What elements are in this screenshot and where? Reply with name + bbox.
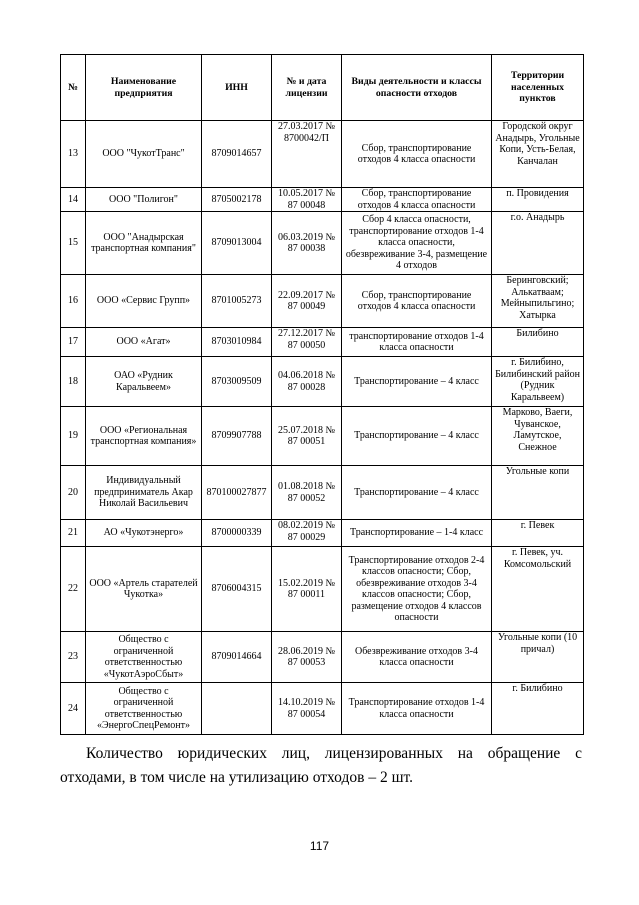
row-name: ООО «Артель старателей Чукотка» <box>86 547 202 632</box>
row-license: 06.03.2019 № 87 00038 <box>272 212 342 275</box>
row-inn: 8706004315 <box>202 547 272 632</box>
row-license: 08.02.2019 № 87 00029 <box>272 520 342 547</box>
row-license: 27.12.2017 № 87 00050 <box>272 328 342 357</box>
row-territory: г. Певек, уч. Комсомольский <box>492 547 584 632</box>
row-inn: 8709014664 <box>202 632 272 683</box>
row-num: 15 <box>61 212 86 275</box>
row-activity: Транспортирование – 4 класс <box>342 407 492 466</box>
row-num: 13 <box>61 121 86 188</box>
table-row <box>61 357 584 407</box>
row-territory: п. Провидения <box>492 188 584 212</box>
row-territory: Угольные копи (10 причал) <box>492 632 584 683</box>
row-license: 28.06.2019 № 87 00053 <box>272 632 342 683</box>
row-num: 19 <box>61 407 86 466</box>
row-num: 17 <box>61 328 86 357</box>
row-activity: Обезвреживание отходов 3-4 класса опасности <box>342 632 492 683</box>
table-row <box>61 683 584 735</box>
row-inn: 8701005273 <box>202 275 272 328</box>
row-license: 10.05.2017 № 87 00048 <box>272 188 342 212</box>
row-num: 18 <box>61 357 86 407</box>
body-paragraph-line2: отходами, в том числе на утилизацию отходов – 2 шт. <box>60 769 413 786</box>
row-name: Общество с ограниченной ответственностью «ЧукотАэроСбыт» <box>86 632 202 683</box>
row-inn: 8700000339 <box>202 520 272 547</box>
row-activity: Сбор, транспортирование отходов 4 класса опасности <box>342 188 492 212</box>
row-inn: 8709014657 <box>202 121 272 188</box>
row-inn: 8703010984 <box>202 328 272 357</box>
table-row <box>61 275 584 328</box>
row-name: ООО "Полигон" <box>86 188 202 212</box>
row-territory: Городской округ Анадырь, Угольные Копи, Усть-Белая, Канчалан <box>492 121 584 188</box>
row-activity: Сбор, транспортирование отходов 4 класса опасности <box>342 275 492 328</box>
table-row <box>61 212 584 275</box>
row-activity: Транспортирование отходов 2-4 классов опасности; Сбор, обезвреживание отходов 3-4 классов опасности; Сбор, размещение отходов 4 классов опасности <box>342 547 492 632</box>
row-num: 20 <box>61 466 86 520</box>
row-license: 14.10.2019 № 87 00054 <box>272 683 342 735</box>
header-license: № и дата лицензии <box>272 55 342 121</box>
row-num: 21 <box>61 520 86 547</box>
row-license: 25.07.2018 № 87 00051 <box>272 407 342 466</box>
row-inn: 8709013004 <box>202 212 272 275</box>
table-row <box>61 121 584 188</box>
row-num: 23 <box>61 632 86 683</box>
row-activity: Сбор, транспортирование отходов 4 класса опасности <box>342 121 492 188</box>
row-num: 22 <box>61 547 86 632</box>
row-territory: Билибино <box>492 328 584 357</box>
row-inn: 8705002178 <box>202 188 272 212</box>
row-activity: Транспортирование – 1-4 класс <box>342 520 492 547</box>
row-inn: 8703009509 <box>202 357 272 407</box>
row-territory: Угольные копи <box>492 466 584 520</box>
row-name: ООО «Региональная транспортная компания» <box>86 407 202 466</box>
row-license: 15.02.2019 № 87 00011 <box>272 547 342 632</box>
header-inn: ИНН <box>202 55 272 121</box>
row-activity: транспортирование отходов 1-4 класса опасности <box>342 328 492 357</box>
licenses-table <box>60 54 584 735</box>
row-activity: Сбор 4 класса опасности, транспортирование отходов 1-4 класса опасности, обезвреживание 3-4, размещение 4 отходов <box>342 212 492 275</box>
row-inn <box>202 683 272 735</box>
row-name: ООО "Анадырская транспортная компания" <box>86 212 202 275</box>
row-license: 22.09.2017 № 87 00049 <box>272 275 342 328</box>
row-name: ООО "ЧукотТранс" <box>86 121 202 188</box>
row-name: АО «Чукотэнерго» <box>86 520 202 547</box>
body-paragraph-line1: Количество юридических лиц, лицензированных на обращение с <box>86 745 582 762</box>
row-territory: г. Певек <box>492 520 584 547</box>
row-name: ОАО «Рудник Каральвеем» <box>86 357 202 407</box>
row-activity: Транспортирование – 4 класс <box>342 357 492 407</box>
header-name: Наименование предприятия <box>86 55 202 121</box>
row-territory: г. Билибино <box>492 683 584 735</box>
row-name: Индивидуальный предприниматель Акар Николай Васильевич <box>86 466 202 520</box>
table-row <box>61 547 584 632</box>
table-header-row <box>61 55 584 121</box>
table-row <box>61 407 584 466</box>
page-number: 117 <box>309 839 330 853</box>
row-inn: 870100027877 <box>202 466 272 520</box>
table-row <box>61 520 584 547</box>
table-row <box>61 632 584 683</box>
row-inn: 8709907788 <box>202 407 272 466</box>
row-num: 24 <box>61 683 86 735</box>
row-territory: Марково, Ваеги, Чуванское, Ламутское, Снежное <box>492 407 584 466</box>
row-license: 27.03.2017 № 8700042/П <box>272 121 342 188</box>
row-territory: г.о. Анадырь <box>492 212 584 275</box>
header-activity: Виды деятельности и классы опасности отходов <box>342 55 492 121</box>
row-activity: Транспортирование – 4 класс <box>342 466 492 520</box>
header-territory: Территории населенных пунктов <box>492 55 584 121</box>
table-row <box>61 188 584 212</box>
row-name: ООО «Агат» <box>86 328 202 357</box>
row-territory: г. Билибино, Билибинский район (Рудник Каральвеем) <box>492 357 584 407</box>
row-license: 04.06.2018 № 87 00028 <box>272 357 342 407</box>
row-activity: Транспортирование отходов 1-4 класса опасности <box>342 683 492 735</box>
header-num: № <box>61 55 86 121</box>
row-name: Общество с ограниченной ответственностью «ЭнергоСпецРемонт» <box>86 683 202 735</box>
row-num: 16 <box>61 275 86 328</box>
table-row <box>61 466 584 520</box>
table-row <box>61 328 584 357</box>
row-license: 01.08.2018 № 87 00052 <box>272 466 342 520</box>
row-num: 14 <box>61 188 86 212</box>
row-territory: Беринговский; Алькатваам; Мейныпильгино; Хатырка <box>492 275 584 328</box>
row-name: ООО «Сервис Групп» <box>86 275 202 328</box>
